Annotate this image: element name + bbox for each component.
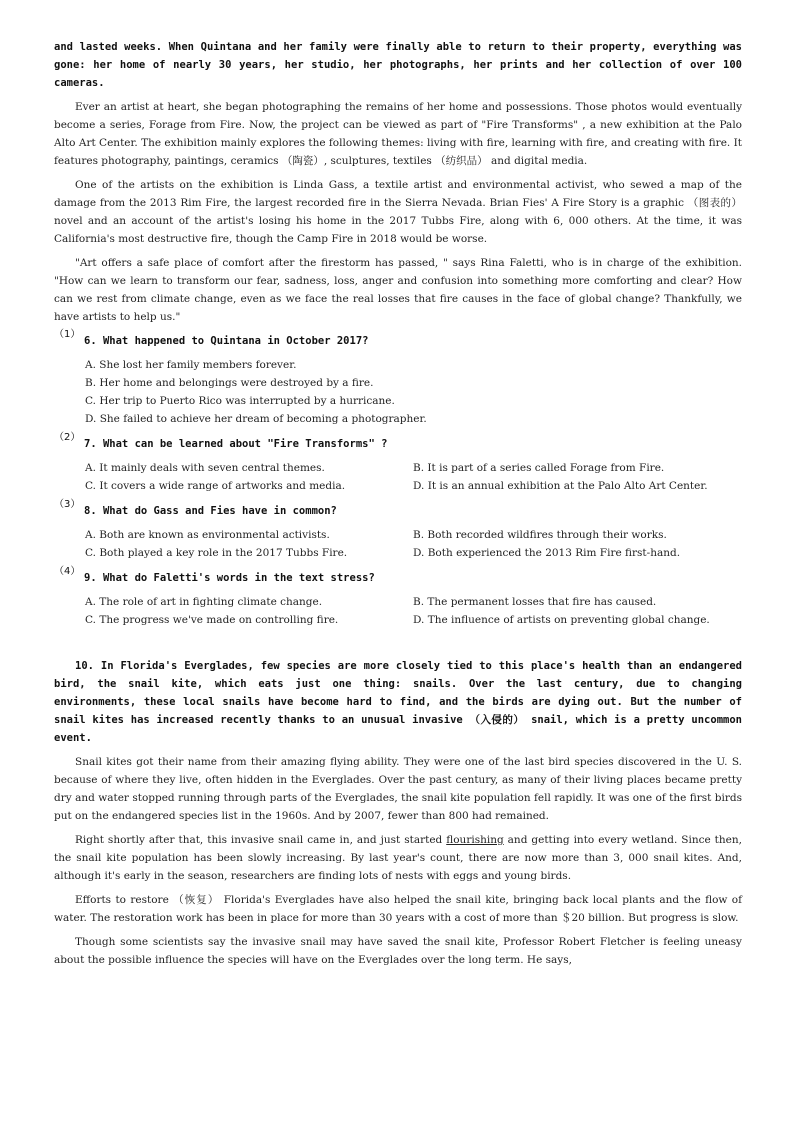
option-c: C. The progress we've made on controlling fire. [85, 614, 339, 626]
option-c: C. Both played a key role in the 2017 Tubbs Fire. [85, 547, 348, 559]
paragraph-text-after: and getting into every wetland. Since then, the snail kite population has been slowly increasing. By last year's count, there are now more than 3, 000 snail kites. And, although it's early in the season, researchers are finding lots of nests with eggs and young birds. [54, 834, 742, 882]
question-4 [54, 566, 742, 629]
question-options [54, 459, 742, 495]
option-d: D. It is an annual exhibition at the Palo Alto Art Center. [413, 480, 708, 492]
option-a: A. Both are known as environmental activists. [85, 529, 330, 541]
question-number: （1） [54, 329, 81, 340]
passage2-paragraph-4: Though some scientists say the invasive snail may have saved the snail kite, Professor Robert Fletcher is feeling uneasy about the possible influence the species will have on the Everglades over the long term. He says, [54, 936, 742, 966]
option-c: C. It covers a wide range of artworks and media. [85, 480, 346, 492]
option-d: D. The influence of artists on preventing global change. [413, 614, 710, 626]
option-b: B. The permanent losses that fire has caused. [413, 596, 657, 608]
passage1-paragraph-2: One of the artists on the exhibition is Linda Gass, a textile artist and environmental activist, who sewed a map of the damage from the 2013 Rim Fire, the largest recorded fire in the Sierra Nevada. Brian Fies' A Fire Story is a graphic （图表的） novel and an account of the artist's losing his home in the 2017 Tubbs Fire, along with 6, 000 others. At the time, it was California's most destructive fire, though the Camp Fire in 2018 would be worse. [54, 179, 742, 245]
option-a: A. The role of art in fighting climate change. [85, 596, 323, 608]
question-options [54, 356, 742, 428]
question-1 [54, 329, 742, 428]
option-b: B. It is part of a series called Forage from Fire. [413, 462, 665, 474]
question-3 [54, 499, 742, 562]
option-b: B. Both recorded wildfires through their works. [413, 529, 667, 541]
option-a: A. She lost her family members forever. [85, 359, 297, 371]
passage2-paragraph-2 [54, 831, 742, 885]
passage2-paragraph-1: Snail kites got their name from their amazing flying ability. They were one of the last bird species discovered in the U. S. because of where they live, often hidden in the Everglades. Over the past century, as many of their living places became pretty dry and water stopped running through parts of the Everglades, the snail kite population fell rapidly. It was one of the first birds put on the endangered species list in the 1960s. And by 2007, fewer than 800 had remained. [54, 756, 742, 822]
passage2-paragraph-3: Efforts to restore （恢复） Florida's Everglades have also helped the snail kite, bringing back local plants and the flow of water. The restoration work has been in place for more than 30 years with a cost of more than ＄20 billion. But progress is slow. [54, 894, 742, 924]
question-2 [54, 432, 742, 495]
passage1-paragraph-3: "Art offers a safe place of comfort after the firestorm has passed, " says Rina Faletti, who is in charge of the exhibition. "How can we learn to transform our fear, sadness, loss, anger and confusion into something more comforting and clear? How can we rest from climate change, even as we face the real losses that fire causes in the face of global change? Thankfully, we have artists to help us." [54, 257, 742, 323]
option-c: C. Her trip to Puerto Rico was interrupted by a hurricane. [85, 395, 395, 407]
section-gap [54, 629, 742, 657]
option-b: B. Her home and belongings were destroyed by a fire. [85, 377, 374, 389]
question-stem: 6. What happened to Quintana in October 2017? [84, 335, 369, 347]
paragraph-text-before: Right shortly after that, this invasive snail came in, and just started [75, 834, 447, 846]
passage1-lead: and lasted weeks. When Quintana and her family were finally able to return to their property, everything was gone: her home of nearly 30 years, her studio, her photographs, her prints and her collection of over 100 cameras. [54, 41, 742, 89]
question-options [54, 526, 742, 562]
option-d: D. She failed to achieve her dream of becoming a photographer. [85, 413, 427, 425]
question-stem: 7. What can be learned about "Fire Transforms" ? [84, 438, 388, 450]
underlined-word: flourishing [446, 834, 504, 846]
question-number: （4） [54, 566, 81, 577]
question-options [54, 593, 742, 629]
question-stem: 8. What do Gass and Fies have in common? [84, 505, 337, 517]
question-number: （3） [54, 499, 81, 510]
passage1-paragraph-1: Ever an artist at heart, she began photographing the remains of her home and possessions. Those photos would eventually become a series, Forage from Fire. Now, the project can be viewed as part of "Fire Transforms" , a new exhibition at the Palo Alto Art Center. The exhibition mainly explores the following themes: living with fire, learning with fire, and creating with fire. It features photography, paintings, ceramics （陶瓷）, sculptures, textiles （纺织品） and digital media. [54, 101, 742, 167]
passage2-intro: 10. In Florida's Everglades, few species are more closely tied to this place's health than an endangered bird, the snail kite, which eats just one thing: snails. Over the last century, due to changing environments, these local snails have become hard to find, and the birds are dying out. But the number of snail kites has increased recently thanks to an unusual invasive （入侵的） snail, which is a pretty uncommon event. [54, 660, 742, 744]
question-stem: 9. What do Faletti's words in the text stress? [84, 572, 375, 584]
question-number: （2） [54, 432, 81, 443]
option-d: D. Both experienced the 2013 Rim Fire first-hand. [413, 547, 681, 559]
option-a: A. It mainly deals with seven central themes. [85, 462, 325, 474]
document-content [54, 38, 742, 975]
